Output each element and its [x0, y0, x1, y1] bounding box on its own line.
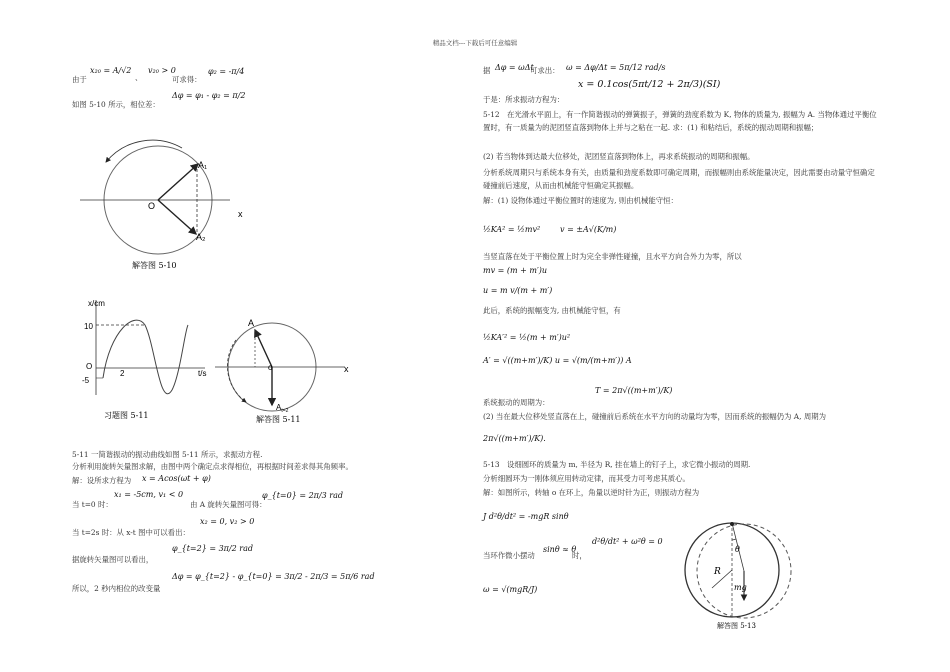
math-equation: x = 0.1cos(5πt/12 + 2π/3)(SI): [578, 79, 721, 90]
text-line: 如图 5-10 所示，相位差：: [72, 100, 160, 109]
problem-5-12-part2: (2) 若当物体到达最大位移处，泥团竖直落到物体上，再求系统振动的周期和振幅。: [483, 152, 755, 161]
math-momentum: mv = (m + m′)u: [483, 266, 548, 275]
problem-5-13: 5-13 设细圆环的质量为 m, 半径为 R, 挂在墙上的钉子上，求它微小振动的周期.: [483, 460, 751, 469]
xlabel: t/s: [198, 369, 207, 378]
text-line: (2) 当在最大位移处竖直落在上，碰撞前后系统在水平方向的动量均为零，因而系统的振幅仍为 A, 周期为: [483, 412, 827, 421]
caption-5-11-left: 习题图 5-11: [104, 411, 149, 420]
math-rotation: J d²θ/dt² = -mgR sinθ: [483, 512, 569, 521]
text-line: 系统振动的周期为：: [483, 398, 550, 407]
label-x: x: [344, 364, 349, 374]
text-line: 可求出：: [530, 66, 560, 75]
figure-5-13: [685, 522, 791, 630]
math-diffeq: d²θ/dt² + ω²θ = 0: [592, 537, 663, 546]
math-phi-t0: φ_{t=0} = 2π/3 rad: [262, 491, 343, 500]
solution-5-11: 解：设所求方程为: [72, 476, 132, 485]
math-dphi-wdt: Δφ = ωΔt: [495, 63, 534, 72]
text-line: 据旋转矢量图可以看出，: [72, 555, 154, 564]
text-line: 由 A 旋转矢量图可得：: [190, 500, 267, 509]
math-final: Δφ = φ_{t=2} - φ_{t=0} = 3π/2 - 2π/3 = 5π/6 rad: [172, 572, 375, 581]
text-line: 可求得：: [172, 75, 202, 84]
vector-a2: [158, 200, 196, 234]
text-line: 此后，系统的振幅变为, 由机械能守恒，有: [483, 306, 621, 315]
math-phi2: φ₂ = -π/4: [208, 67, 245, 76]
problem-5-12: 5-12 在光滑水平面上，有一作简谐振动的弹簧振子，弹簧的劲度系数为 K, 物体的质量为, 振幅为 A. 当物体通过平衡位置时，有一质量为的泥团竖直落到物体上并与之粘在一起. 求：(1) 和粘结后，系统的振动周期和振幅；: [483, 110, 877, 132]
text-line: 当环作微小摆动: [483, 551, 535, 560]
tick-m5: -5: [82, 376, 90, 385]
math-t0: x₁ = -5cm, v₁ < 0: [114, 490, 184, 499]
label-o: o: [268, 363, 273, 372]
label-a1: A₁: [198, 160, 208, 170]
figure-5-10: [80, 140, 243, 270]
text-line: 由于: [72, 75, 87, 84]
label-theta: θ: [735, 545, 740, 554]
problem-5-11: 5-11 一简谐振动的振动曲线如图 5-11 所示，求振动方程.: [72, 450, 263, 459]
math-dphi: Δφ = φ₁ - φ₂ = π/2: [172, 91, 246, 100]
text-line: 据: [483, 66, 491, 75]
tick-2: 2: [120, 369, 125, 378]
figure-5-11-vector: [215, 318, 349, 424]
label-a2: A₂: [196, 232, 206, 242]
math-sin: sinθ ≈ θ: [543, 545, 577, 554]
rotation-arrow: [106, 140, 182, 162]
text-line: 当 t=2s 时：从 x-t 图中可以看出：: [72, 528, 190, 537]
math-velocity: v = ±A√(K/m): [560, 225, 617, 234]
text-line: 时，: [572, 551, 587, 560]
caption-5-10: 解答图 5-10: [132, 261, 177, 270]
label-o: O: [148, 201, 156, 211]
ylabel: x/cm: [88, 299, 105, 308]
text-line: 当竖直落在处于平衡位置上时为完全非弹性碰撞，且水平方向合外力为零，所以: [483, 252, 742, 261]
text-line: 所以，2 秒内相位的改变量: [72, 584, 161, 593]
math-amplitude: A′ = √((m+m′)/K) u = √(m/(m+m′)) A: [483, 356, 632, 365]
math-phi-t2: φ_{t=2} = 3π/2 rad: [172, 544, 253, 553]
displacement-curve: [103, 320, 188, 394]
solution-5-12: 解：(1) 设物体通过平衡位置时的速度为, 则由机械能守恒：: [483, 196, 678, 205]
math-period: T = 2π√((m+m′)/K): [595, 386, 673, 395]
vector-a: [255, 330, 272, 367]
math-eq: x = Acos(ωt + φ): [142, 474, 211, 483]
math-omega: ω = Δφ/Δt = 5π/12 rad/s: [566, 63, 666, 72]
caption-5-13: 解答图 5-13: [717, 622, 756, 630]
math-x20: x₂₀ = A/√2: [90, 66, 132, 75]
math-period2: 2π√((m+m′)/K).: [483, 434, 546, 443]
math-omega-final: ω = √(mgR/J): [483, 585, 538, 594]
label-x: x: [238, 209, 243, 219]
vector-a1: [158, 164, 198, 200]
text-line: 当 t=0 时：: [72, 500, 113, 509]
page-header: 精品文档---下载后可任意编辑: [432, 39, 518, 47]
analysis-5-13: 分析细圆环为一刚体须应用转动定律，而其受力可考虑其质心。: [483, 474, 690, 483]
text-line: 于是：所求振动方程为：: [483, 95, 565, 104]
math-energy: ½KA² = ½mv²: [483, 225, 541, 234]
label-a: A: [248, 318, 255, 328]
caption-5-11-right: 解答图 5-11: [256, 415, 301, 424]
math-v20: v₂₀ > 0: [148, 66, 176, 75]
text-sep: 、: [135, 73, 143, 82]
math-t2: x₂ = 0, v₂ > 0: [200, 517, 255, 526]
label-a-t2: $A_{t=2}$: [276, 403, 289, 414]
solution-5-13: 解：如图所示，转轴 o 在环上，角量以逆时针为正，则振动方程为: [483, 488, 700, 497]
figure-5-11-graph: [82, 299, 206, 420]
analysis-5-11: 分析利用旋转矢量图求解，由图中两个确定点求得相位，再根据时间差求得其角频率。: [72, 462, 353, 471]
math-u: u = m v/(m + m′): [483, 286, 553, 295]
label-mg: mg: [734, 583, 747, 592]
analysis-5-12: 分析系统周期只与系统本身有关，由质量和劲度系数即可确定周期，而振幅则由系统能量决定，因此需要由动量守恒确定碰撞前后速度，从而由机械能守恒确定其振幅。: [483, 168, 875, 190]
tick-10: 10: [84, 322, 93, 331]
label-r: R: [714, 567, 721, 577]
tick-o: O: [86, 362, 93, 371]
math-energy2: ½KA′² = ½(m + m′)u²: [483, 333, 571, 342]
